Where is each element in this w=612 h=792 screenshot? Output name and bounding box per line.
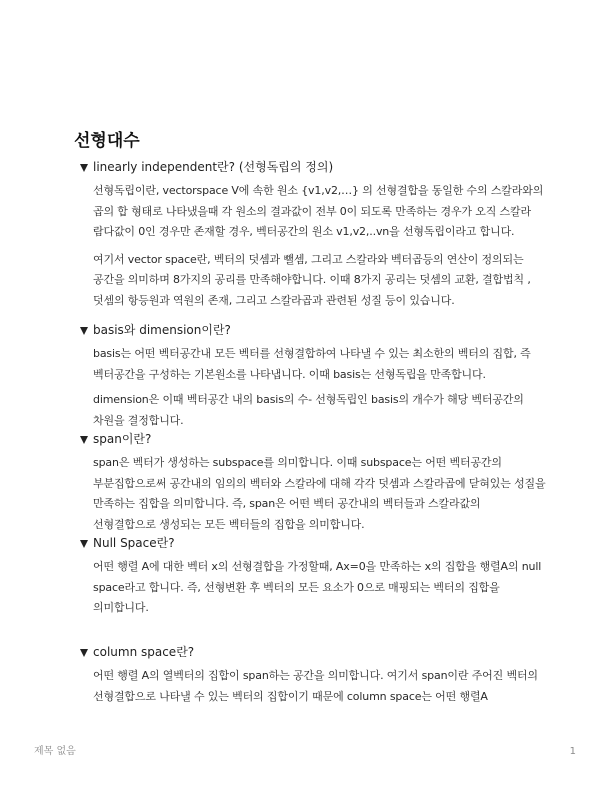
toggle-header-linear-independence[interactable] bbox=[80, 158, 546, 176]
toggle-header-column-space[interactable] bbox=[80, 643, 546, 661]
paragraph: 선형독립이란, vectorspace V에 속한 원소 {v1,v2,…} 의 선형결합을 동일한 수의 스칼라와의 곱의 합 형태로 나타냈을때 각 원소의 결과값이 전부 0이 되도록 만족하는 경우가 오직 스칼라 람다값이 0인 경우만 존재할 경우, 벡터공간의 원소 v1,v2,..vn을 선형독립이라고 합니다. bbox=[93, 184, 544, 239]
paragraph: span은 벡터가 생성하는 subspace를 의미합니다. 이때 subspace는 어떤 벡터공간의 부분집합으로써 공간내의 임의의 벡터와 스칼라에 대해 각각 덧셈과 스칼라곱에 닫혀있는 성질을 만족하는 집합을 의미합니다. 즉, span은 어떤 벡터 공간내의 벡터들과 스칼라값의 선형결합으로 생성되는 모든 벡터들의 집합을 의미합니다. bbox=[93, 456, 546, 531]
toggle-header-basis-dimension[interactable] bbox=[80, 321, 546, 339]
triangle-down-icon[interactable] bbox=[80, 164, 88, 172]
paragraph: basis는 어떤 벡터공간내 모든 벡터를 선형결합하여 나타낼 수 있는 최소한의 벡터의 집합, 즉 벡터공간을 구성하는 기본원소를 나타냅니다. 이때 basis는 선형독립을 만족합니다. bbox=[93, 347, 531, 381]
toggle-title: column space란? bbox=[93, 645, 195, 659]
footer-page-number: 1 bbox=[569, 746, 576, 757]
toggle-title: span이란? bbox=[93, 432, 152, 446]
paragraph: 여기서 vector space란, 벡터의 덧셈과 뺄셈, 그리고 스칼라와 벡터곱등의 연산이 정의되는 공간을 의미하며 8가지의 공리를 만족해야합니다. 이때 8가지 공리는 덧셈의 교환, 결합법칙 , 덧셈의 항등원과 역원의 존재, 그리고 스칼라곱과 관련된 성질 등이 있습니다. bbox=[93, 252, 531, 307]
toggle-title: basis와 dimension이란? bbox=[93, 323, 231, 337]
triangle-down-icon[interactable] bbox=[80, 540, 88, 548]
toggle-title: Null Space란? bbox=[93, 536, 175, 550]
paragraph: 어떤 행렬 A의 열벡터의 집합이 span하는 공간을 의미합니다. 여기서 span이란 주어진 벡터의 선형결합으로 나타낼 수 있는 벡터의 집합이기 때문에 column space는 어떤 행렬A bbox=[93, 669, 538, 703]
page-title: 선형대수 bbox=[74, 131, 140, 151]
toggle-section-column-space bbox=[80, 643, 546, 707]
toggle-title: linearly independent란? (선형독립의 정의) bbox=[93, 160, 334, 174]
paragraph: 어떤 행렬 A에 대한 벡터 x의 선형결합을 가정할때, Ax=0을 만족하는 x의 집합을 행렬A의 null space라고 합니다. 즉, 선형변환 후 벡터의 모든 요소가 0으로 매핑되는 벡터의 집합을 의미합니다. bbox=[93, 560, 542, 615]
toggle-section-linear-independence bbox=[80, 158, 546, 312]
footer-document-title: 제목 없음 bbox=[34, 746, 76, 757]
triangle-down-icon[interactable] bbox=[80, 327, 88, 335]
toggle-section-span bbox=[80, 430, 546, 535]
toggle-header-span[interactable] bbox=[80, 430, 546, 448]
triangle-down-icon[interactable] bbox=[80, 649, 88, 657]
paragraph: dimension은 이때 벡터공간 내의 basis의 수- 선형독립인 basis의 개수가 해당 벡터공간의 차원을 결정합니다. bbox=[93, 393, 524, 427]
triangle-down-icon[interactable] bbox=[80, 436, 88, 444]
toggle-header-null-space[interactable] bbox=[80, 534, 546, 552]
toggle-section-null-space bbox=[80, 534, 546, 619]
toggle-section-basis-dimension bbox=[80, 321, 546, 431]
